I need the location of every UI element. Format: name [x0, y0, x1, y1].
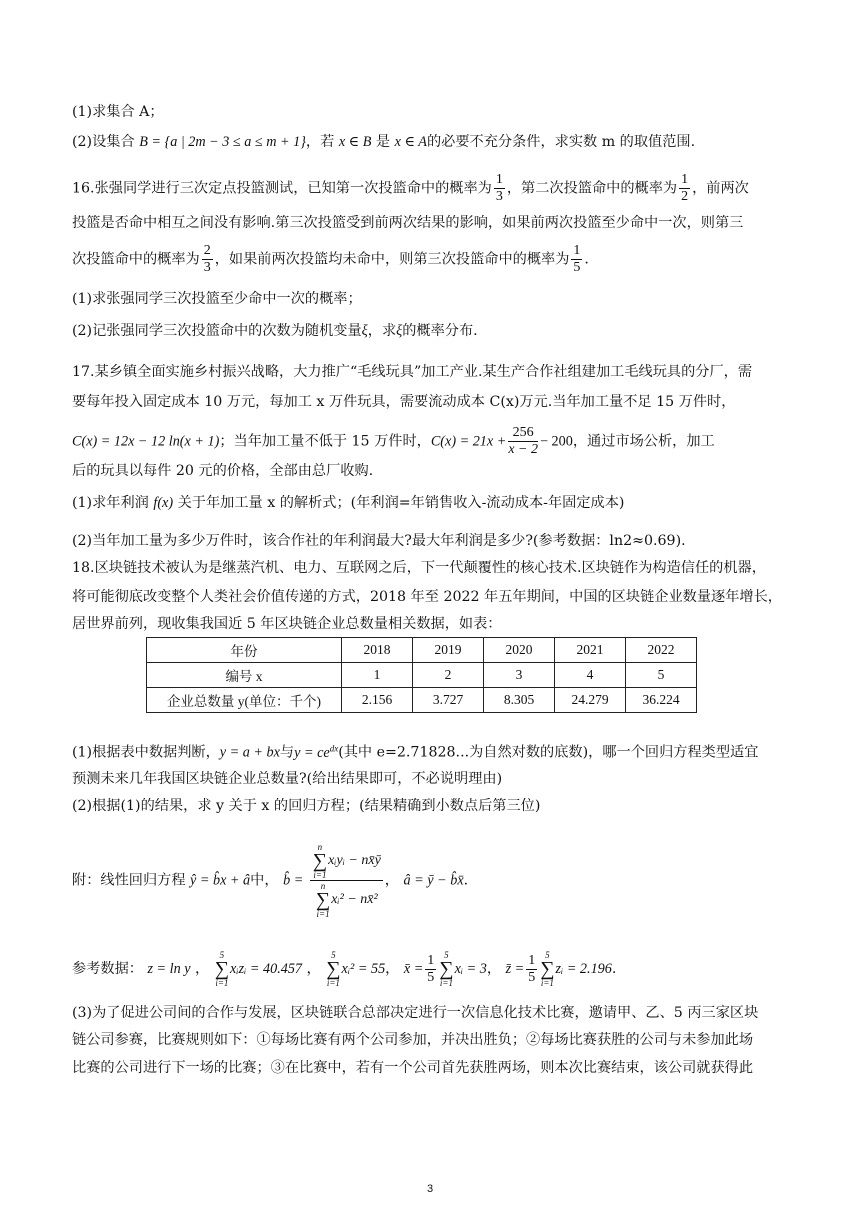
numerator-expr: xᵢyᵢ − nx̄ȳ: [328, 853, 381, 869]
q17-text: 关于年加工量 x 的解析式；(年利润=年销售收入-流动成本-年固定成本): [177, 495, 625, 511]
fraction: [494, 172, 505, 205]
q17-text: (1)求年利润: [72, 495, 149, 511]
denominator-expr: xᵢ² − nx̄²: [331, 892, 378, 908]
sigma-sum: [316, 881, 330, 919]
b-hat-label: b̂ =: [283, 872, 304, 889]
q18-text: 附：线性回归方程: [72, 872, 186, 889]
table-cell: 4: [555, 663, 626, 688]
q17-line2: 要每年投入固定成本 10 万元，每加工 x 万件玩具，需要流动成本 C(x)万元.当年加工量不足 15 万件时，: [72, 394, 736, 410]
regression-equation: ŷ = b̂x + â: [190, 872, 251, 889]
table-cell: 1: [342, 663, 413, 688]
q16-text: ，第二次投篮命中的概率为: [506, 180, 678, 197]
cost-formula-low: C(x) = 12x − 12 ln(x + 1): [72, 433, 220, 450]
q17-line3: [72, 425, 790, 458]
x-bar-value: xᵢ = 3: [454, 961, 487, 977]
q15-text: ，若: [305, 134, 335, 150]
q18-part3-line2: 链公司参赛，比赛规则如下：①每场比赛有两个公司参加，并决出胜负；②每场比赛获胜的公司与未参加此场: [72, 1032, 754, 1048]
q18-part1-line1: [72, 737, 790, 764]
q16-text: .: [584, 251, 589, 268]
table-cell: 2021: [555, 638, 626, 663]
q16-text: 16.张强同学进行三次定点投篮测试，已知第一次投篮命中的概率为: [72, 180, 492, 197]
sum-lower: i=1: [326, 978, 340, 988]
table-cell: 编号 x: [147, 663, 342, 688]
numerator: 1: [573, 243, 581, 258]
q18-line2: 将可能彻底改变整个人类社会价值传递的方式，2018 年至 2022 年五年期间，中国的区块链企业数量逐年增长，: [72, 589, 782, 605]
q18-line1: 18.区块链技术被认为是继蒸汽机、电力、互联网之后，下一代颠覆性的核心技术.区块链作为构造信任的机器，: [72, 560, 766, 576]
table-cell: 3.727: [413, 688, 484, 713]
q18-part1-line2: 预测未来几年我国区块链企业总数量?(给出结果即可，不必说明理由): [72, 771, 503, 787]
numerator: [310, 842, 383, 881]
denominator: [310, 881, 383, 919]
sigma-icon: ∑: [326, 958, 341, 980]
q17-part1: [72, 492, 790, 514]
page-number: 3: [426, 1183, 434, 1195]
q18-text: 参考数据：: [72, 961, 143, 977]
condition-x-in-b: x ∈ B: [338, 134, 372, 150]
q18-part3-line3: 比赛的公司进行下一场的比赛；③在比赛中，若有一个公司首先获胜两场，则本次比赛结束，该公司就获得此: [72, 1060, 754, 1076]
x-bar: x̄ =: [403, 961, 424, 977]
q15-text: 的必要不充分条件，求实数 m 的取值范围.: [426, 134, 696, 150]
z-def: z = ln y: [147, 961, 191, 977]
z-bar: z̄ =: [505, 961, 525, 977]
fraction: $\frac{1}{5}$: [528, 952, 536, 985]
table-cell: 2: [413, 663, 484, 688]
exp-power: dx: [329, 743, 339, 753]
table-cell: 3: [484, 663, 555, 688]
sum-upper: 5: [219, 950, 225, 960]
sum-xz: xᵢzᵢ = 40.457: [230, 961, 303, 977]
q18-text: (其中 e=2.71828...为自然对数的底数)，哪一个回归方程类型适宜: [338, 744, 759, 761]
table-cell: 8.305: [484, 688, 555, 713]
q16-line3: [72, 243, 790, 276]
fraction: [679, 172, 690, 205]
q16-text: 次投篮命中的概率为: [72, 251, 200, 268]
table-cell: 24.279: [555, 688, 626, 713]
table-cell: 2018: [342, 638, 413, 663]
sigma-icon: ∑: [439, 958, 454, 980]
cost-formula-high: C(x) = 21x +: [430, 433, 507, 450]
q16-part1: (1)求张强同学三次投篮至少命中一次的概率；: [72, 291, 362, 307]
linear-model: y = a + bx: [219, 744, 280, 761]
xi-symbol: ξ: [361, 323, 368, 339]
q17-text: ；当年加工量不低于 15 万件时，: [219, 433, 431, 450]
numerator: 2: [203, 243, 211, 258]
sum-lower: i=1: [215, 978, 229, 988]
q18-line3: 居世界前列，现收集我国近 5 年区块链企业总数量相关数据，如表：: [72, 616, 502, 632]
sum-lower: i=1: [439, 978, 453, 988]
sum-x2: xᵢ² = 55: [341, 961, 386, 977]
a-hat-formula: â = ȳ − b̂x̄: [403, 872, 464, 889]
denominator: 2: [681, 189, 689, 204]
fraction: [202, 243, 213, 276]
table-cell: 2019: [413, 638, 484, 663]
denominator: 5: [573, 260, 581, 275]
q18-part2: (2)根据(1)的结果，求 y 关于 x 的回归方程；(结果精确到小数点后第三位): [72, 798, 541, 814]
xi-symbol: ξ: [396, 323, 403, 339]
q18-part3-line1: (3)为了促进公司间的合作与发展，区块链联合总部决定进行一次信息化技术比赛，邀请甲、乙、5 丙三家区块: [72, 1005, 759, 1021]
q18-text: 与: [279, 744, 295, 761]
q16-part2: [72, 320, 790, 342]
sigma-sum: [313, 842, 327, 880]
q15-text: 是: [375, 134, 391, 150]
fraction: [508, 425, 538, 458]
sum-lower: i=1: [313, 870, 327, 880]
q18-text: ，: [384, 872, 399, 889]
sum-upper: n: [317, 842, 323, 852]
q17-line1: 17.某乡镇全面实施乡村振兴战略，大力推广“毛线玩具”加工产业.某生产合作社组建加工毛线玩具的分厂，需: [72, 364, 753, 380]
sum-lower: i=1: [316, 909, 330, 919]
q15-part2: [72, 131, 790, 153]
numerator: 1: [681, 172, 689, 187]
table-row: [147, 688, 697, 713]
table-cell: 企业总数量 y(单位：千个): [147, 688, 342, 713]
z-bar-value: zᵢ = 2.196: [555, 961, 612, 977]
fraction: $\frac{1}{5}$: [427, 952, 435, 985]
q16-text: 的概率分布.: [402, 323, 478, 339]
sigma-icon: ∑: [540, 958, 555, 980]
sigma-sum: [326, 950, 340, 988]
condition-x-in-a: x ∈ A: [394, 134, 427, 150]
q16-text: ，如果前两次投篮均未命中，则第三次投篮命中的概率为: [214, 251, 570, 268]
sigma-sum: [215, 950, 229, 988]
table-cell: 2.156: [342, 688, 413, 713]
sigma-icon: ∑: [312, 850, 328, 872]
sum-upper: n: [320, 881, 326, 891]
regression-formula-note: [72, 842, 790, 919]
q15-part1: (1)求集合 A；: [72, 104, 164, 120]
reference-data: 参考数据： z = ln y ， 5 ∑ i=1 xᵢzᵢ = 40.457 ， 5 ∑ i=1 xᵢ² = 55， x̄ = $\frac{1}{5}$ 5 ∑ i=1 xᵢ = 3， z̄ = $\frac{1}{5}$ 5 ∑ i=1 zᵢ = 2.196.: [72, 950, 617, 988]
q18-text: 中，: [250, 872, 279, 889]
q16-text: (2)记张强同学三次投篮命中的次数为随机变量: [72, 323, 362, 339]
q17-text: ，通过市场公析，加工: [572, 433, 715, 450]
denominator: 3: [495, 189, 503, 204]
table-row: [147, 663, 697, 688]
q16-text: ，前两次: [692, 180, 749, 197]
sigma-icon: ∑: [214, 958, 230, 980]
cost-formula-tail: − 200: [539, 433, 573, 450]
q18-text: .: [463, 872, 469, 889]
sum-upper: 5: [444, 950, 449, 960]
denominator: 3: [203, 260, 211, 275]
q16-line2: 投篮是否命中相互之间没有影响.第三次投篮受到前两次结果的影响，如果前两次投篮至少命中一次，则第三: [72, 215, 744, 231]
table-cell: 36.224: [626, 688, 697, 713]
sigma-sum: [540, 950, 554, 988]
numerator: 1: [495, 172, 503, 187]
table-row: [147, 638, 697, 663]
sum-lower: i=1: [540, 978, 554, 988]
q17-part2: (2)当年加工量为多少万件时，该合作社的年利润最大?最大年利润是多少?(参考数据：ln2≈0.69).: [72, 533, 686, 549]
table-cell: 2022: [626, 638, 697, 663]
profit-function: f(x): [153, 495, 174, 511]
q16-text: ，求: [367, 323, 397, 339]
b-hat-fraction: [310, 842, 383, 919]
sigma-sum: [439, 950, 453, 988]
table-cell: 2020: [484, 638, 555, 663]
blockchain-data-table: [146, 637, 697, 713]
table-cell: 年份: [147, 638, 342, 663]
fraction: [571, 243, 582, 276]
q16-line1: [72, 172, 790, 205]
numerator: 256: [508, 425, 538, 442]
sigma-icon: ∑: [315, 889, 331, 911]
q17-line4: 后的玩具以每件 20 元的价格，全部由总厂收购.: [72, 463, 374, 479]
q18-text: (1)根据表中数据判断，: [72, 744, 220, 761]
exp-base: y = ce: [294, 744, 330, 761]
sum-upper: 5: [545, 950, 550, 960]
exponential-model: [294, 745, 338, 761]
denominator: x − 2: [508, 442, 538, 457]
set-b-formula: B = {a | 2m − 3 ≤ a ≤ m + 1}: [139, 134, 306, 150]
q15-part2-prefix: (2)设集合: [72, 134, 135, 150]
sum-upper: 5: [331, 950, 336, 960]
table-cell: 5: [626, 663, 697, 688]
